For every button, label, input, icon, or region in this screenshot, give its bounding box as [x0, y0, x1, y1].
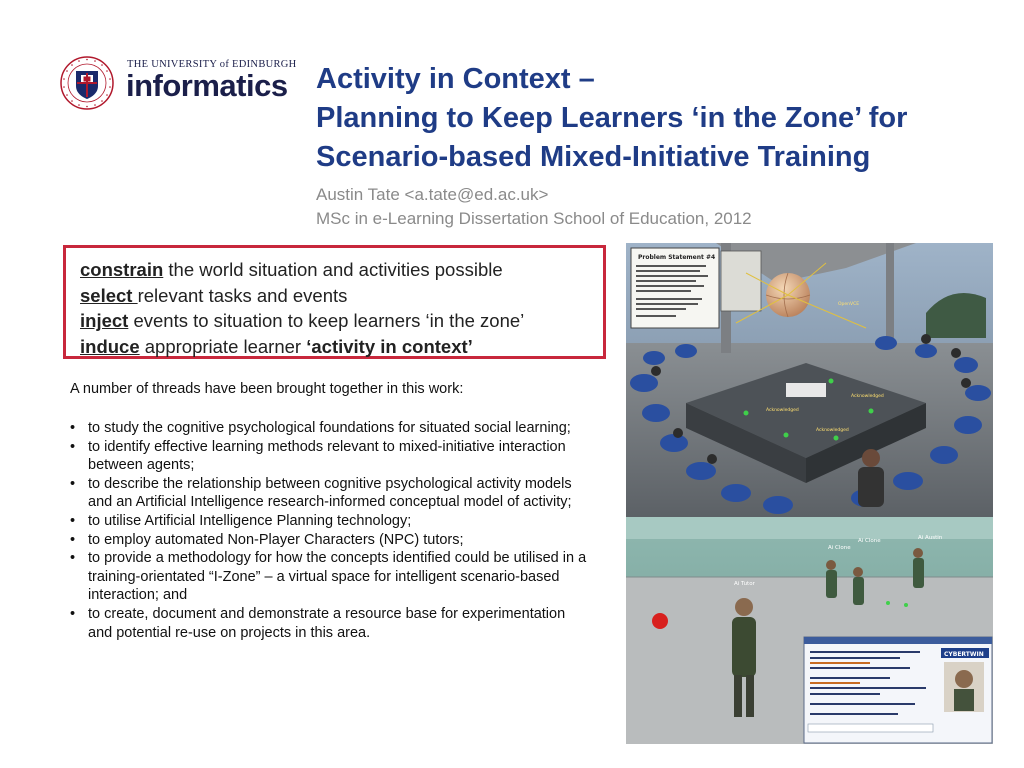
keyword-emphasis: ‘activity in context’ [306, 335, 473, 357]
list-item: • to study the cognitive psychological foundations for situated social learning; [70, 419, 590, 438]
author-affiliation: MSc in e-Learning Dissertation School of Education, 2012 [316, 209, 752, 228]
list-item: • to identify effective learning methods relevant to mixed-initiative interaction between agents; [70, 438, 590, 475]
list-item: • to describe the relationship between cognitive psychological activity models and an Artificial Intelligence research-informed conceptual model of activity; [70, 475, 590, 512]
list-item: • to create, document and demonstrate a resource base for experimentation and potential re-use on projects in this area. [70, 605, 590, 642]
intro-text: A number of threads have been brought together in this work: [70, 381, 464, 397]
board-title: Problem Statement #4 [638, 254, 716, 261]
keyword-row [80, 257, 603, 283]
slide-title [316, 60, 1006, 177]
keyword-row [80, 334, 603, 360]
logo-informatics: informatics [126, 68, 288, 103]
npc-label: Ai Austin [918, 535, 943, 541]
keyword: select [80, 284, 138, 306]
keyword-row [80, 308, 603, 334]
meeting-room-illustration [626, 243, 993, 517]
npc-label: Ai Clone [828, 545, 851, 551]
university-of-edinburgh-crest-icon [60, 56, 114, 110]
avatar-label: OpenVCE [838, 302, 860, 307]
npc-label: Ai Tutor [734, 581, 755, 587]
cybertwin-logo: CYBERTWIN [944, 651, 984, 658]
title-line-3: Scenario-based Mixed-Initiative Training [316, 141, 871, 173]
keyword-row [80, 283, 603, 309]
keyword-description: relevant tasks and events [137, 284, 348, 306]
author-block [316, 183, 752, 231]
list-item: • to provide a methodology for how the concepts identified could be utilised in a training-orientated “I-Zone” – a virtual space for intelligent scenario-based interaction; and [70, 549, 590, 605]
keyword-description: events to situation to keep learners ‘in the zone’ [128, 310, 525, 331]
university-logo [60, 56, 297, 108]
keyword: constrain [80, 259, 164, 280]
keyword: inject [80, 310, 129, 331]
thread-list [70, 419, 590, 642]
list-item: • to utilise Artificial Intelligence Planning technology; [70, 512, 590, 531]
keyword: induce [80, 335, 140, 357]
tutor-illustration [626, 517, 993, 744]
title-line-2: Planning to Keep Learners ‘in the Zone’ for [316, 102, 908, 134]
keyword-description: the world situation and activities possible [163, 259, 503, 280]
virtual-meeting-room-image [626, 243, 993, 517]
keyword-description: appropriate learner [139, 335, 307, 357]
npc-label: Ai Clone [858, 538, 881, 544]
avatar-label: Acknowledged [816, 428, 849, 433]
virtual-tutor-image [626, 517, 993, 744]
list-item: • to employ automated Non-Player Characters (NPC) tutors; [70, 531, 590, 550]
avatar-label: Acknowledged [766, 408, 799, 413]
logo-university-name: THE UNIVERSITY of EDINBURGH [127, 59, 297, 70]
keyword-box [63, 245, 606, 359]
author-name-email: Austin Tate <a.tate@ed.ac.uk> [316, 185, 549, 204]
title-line-1: Activity in Context – [316, 63, 595, 95]
avatar-label: Acknowledged [851, 394, 884, 399]
